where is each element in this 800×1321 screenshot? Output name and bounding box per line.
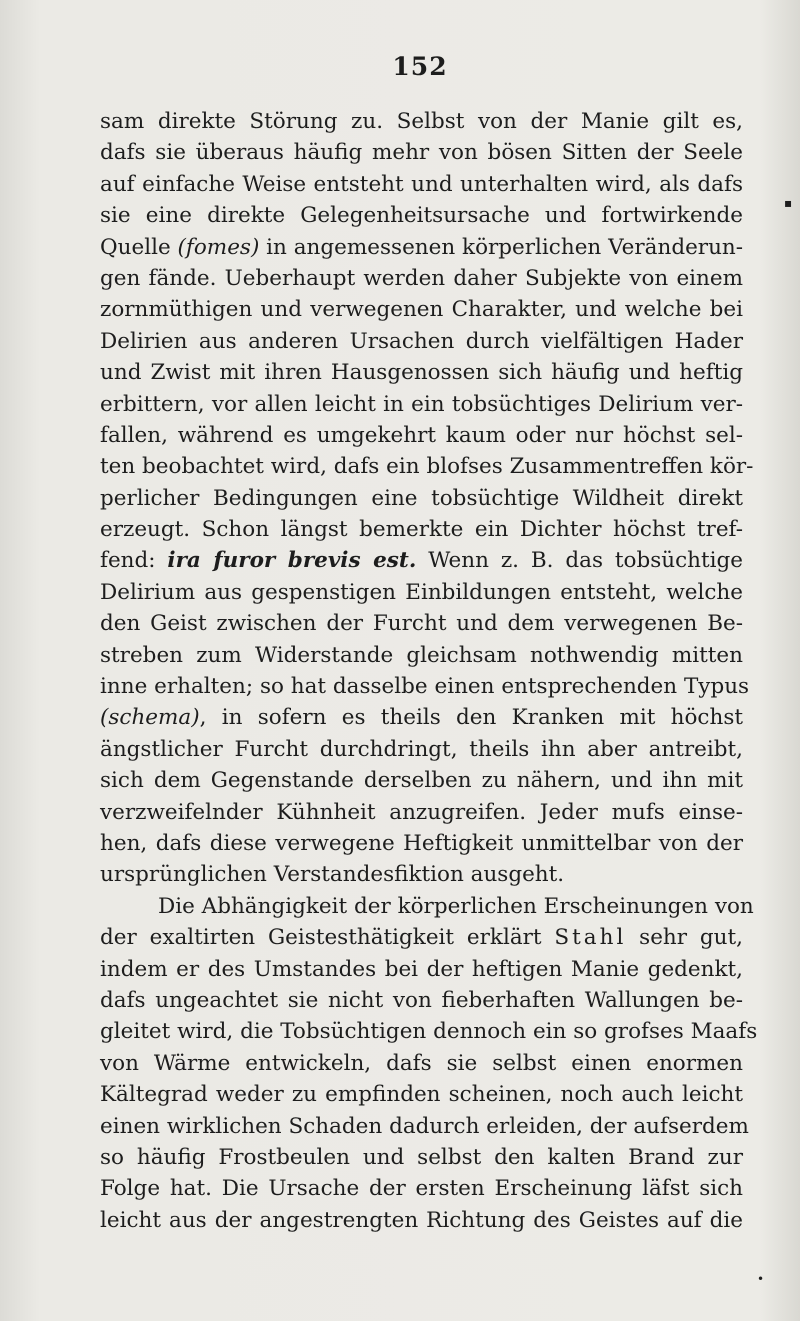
text-line bbox=[100, 922, 743, 953]
line-text: ten beobachtet wird, dafs ein blofses Zusammentreffen kör- bbox=[100, 454, 754, 480]
text-line bbox=[100, 200, 743, 231]
line-text: dafs sie überaus häufig mehr von bösen Sitten der Seele bbox=[100, 140, 743, 166]
text-line bbox=[100, 420, 743, 451]
line-text: der exaltirten Geistesthätigkeit erklärt bbox=[100, 925, 555, 951]
line-text: sam direkte Störung zu. Selbst von der Manie gilt es, bbox=[100, 109, 743, 134]
text-line bbox=[100, 954, 743, 985]
line-text: perlicher Bedingungen eine tobsüchtige Wildheit direkt bbox=[100, 485, 743, 511]
line-text: erzeugt. Schon längst bemerkte ein Dichter höchst tref- bbox=[100, 517, 743, 543]
line-text: einen wirklichen Schaden dadurch erleiden, der aufserdem bbox=[100, 1113, 749, 1139]
text-line bbox=[100, 828, 743, 859]
text-line bbox=[100, 514, 743, 545]
text-line bbox=[100, 1016, 758, 1047]
text-line bbox=[100, 263, 743, 294]
line-text: so häufig Frostbeulen und selbst den kalten Brand zur bbox=[100, 1144, 743, 1170]
text-line bbox=[100, 765, 743, 796]
emphasis-text: (fomes) bbox=[177, 234, 260, 260]
line-text: Quelle bbox=[100, 234, 178, 260]
text-line bbox=[100, 1048, 743, 1079]
line-text: Kältegrad weder zu empfinden scheinen, noch auch leicht bbox=[100, 1082, 743, 1108]
line-text: Folge hat. Die Ursache der ersten Erscheinung läfst sich bbox=[100, 1176, 743, 1202]
text-line bbox=[100, 451, 754, 482]
line-text: erbittern, vor allen leicht in ein tobsüchtiges Delirium ver- bbox=[100, 391, 743, 417]
text-line bbox=[100, 232, 743, 263]
text-line bbox=[100, 1111, 749, 1142]
text-line bbox=[100, 389, 743, 420]
line-text: gen fände. Ueberhaupt werden daher Subjekte von einem bbox=[100, 265, 743, 291]
emphasis-text: (schema) bbox=[100, 705, 200, 731]
line-text: sehr gut, bbox=[626, 925, 743, 951]
text-line bbox=[100, 294, 743, 325]
text-line bbox=[100, 577, 743, 608]
text-line bbox=[100, 702, 743, 733]
text-line bbox=[100, 1079, 743, 1110]
margin-speck: ▪ bbox=[784, 196, 793, 210]
line-text: leicht aus der angestrengten Richtung des Geistes auf die bbox=[100, 1207, 743, 1233]
line-text: in angemessenen körperlichen Veränderun- bbox=[259, 234, 744, 260]
text-line bbox=[100, 640, 743, 671]
text-line bbox=[100, 326, 743, 357]
body-text bbox=[100, 106, 758, 1236]
text-line bbox=[100, 734, 743, 765]
text-line bbox=[100, 985, 743, 1016]
line-text: streben zum Widerstande gleichsam nothwendig mitten bbox=[100, 642, 743, 668]
line-text: ängstlicher Furcht durchdringt, theils ihn aber antreibt, bbox=[100, 736, 743, 762]
line-text: gleitet wird, die Tobsüchtigen dennoch ein so grofses Maafs bbox=[100, 1019, 758, 1045]
text-line bbox=[100, 137, 743, 168]
line-text: indem er des Umstandes bei der heftigen Manie gedenkt, bbox=[100, 956, 743, 982]
line-text: von Wärme entwickeln, dafs sie selbst einen enormen bbox=[100, 1050, 743, 1076]
text-line bbox=[100, 545, 743, 576]
text-line bbox=[100, 1142, 743, 1173]
text-line bbox=[100, 169, 743, 200]
text-line bbox=[100, 891, 754, 922]
line-text: verzweifelnder Kühnheit anzugreifen. Jeder mufs einse- bbox=[100, 799, 743, 825]
line-text: sie eine direkte Gelegenheitsursache und fortwirkende bbox=[100, 203, 743, 229]
text-line bbox=[100, 483, 743, 514]
line-text: ursprünglichen Verstandesfiktion ausgeht. bbox=[100, 862, 565, 888]
line-text: Die Abhängigkeit der körperlichen Erscheinungen von bbox=[158, 893, 754, 919]
line-text: und Zwist mit ihren Hausgenossen sich häufig und heftig bbox=[100, 360, 743, 386]
line-text: Delirium aus gespenstigen Einbildungen entsteht, welche bbox=[100, 579, 743, 605]
page-number: 152 bbox=[392, 52, 448, 81]
ink-speck: • bbox=[757, 1272, 765, 1286]
text-line bbox=[100, 671, 750, 702]
line-text: sich dem Gegenstande derselben zu nähern, und ihn mit bbox=[100, 768, 743, 794]
line-text: Delirien aus anderen Ursachen durch vielfältigen Hader bbox=[100, 328, 743, 354]
text-line bbox=[100, 797, 743, 828]
text-line bbox=[100, 608, 743, 639]
text-line bbox=[100, 106, 743, 137]
line-text: auf einfache Weise entsteht und unterhalten wird, als dafs bbox=[100, 171, 743, 197]
line-text: dafs ungeachtet sie nicht von fieberhaften Wallungen be- bbox=[100, 987, 743, 1013]
text-line bbox=[100, 1173, 743, 1204]
text-line bbox=[100, 1205, 743, 1236]
text-line bbox=[100, 859, 743, 890]
line-text: fallen, während es umgekehrt kaum oder nur höchst sel- bbox=[100, 422, 743, 448]
line-text: zornmüthigen und verwegenen Charakter, und welche bei bbox=[100, 297, 743, 323]
line-text: Wenn z. B. das tobsüchtige bbox=[416, 548, 743, 574]
line-text: den Geist zwischen der Furcht und dem verwegenen Be- bbox=[100, 611, 743, 637]
text-line bbox=[100, 357, 743, 388]
emphasis-text: ira furor brevis est. bbox=[167, 548, 417, 574]
line-text: , in sofern es theils den Kranken mit höchst bbox=[199, 705, 743, 731]
line-text: hen, dafs diese verwegene Heftigkeit unmittelbar von der bbox=[100, 830, 743, 856]
line-text: fend: bbox=[100, 548, 168, 574]
emphasis-text: Stahl bbox=[554, 925, 627, 951]
line-text: inne erhalten; so hat dasselbe einen entsprechenden Typus bbox=[100, 674, 750, 700]
